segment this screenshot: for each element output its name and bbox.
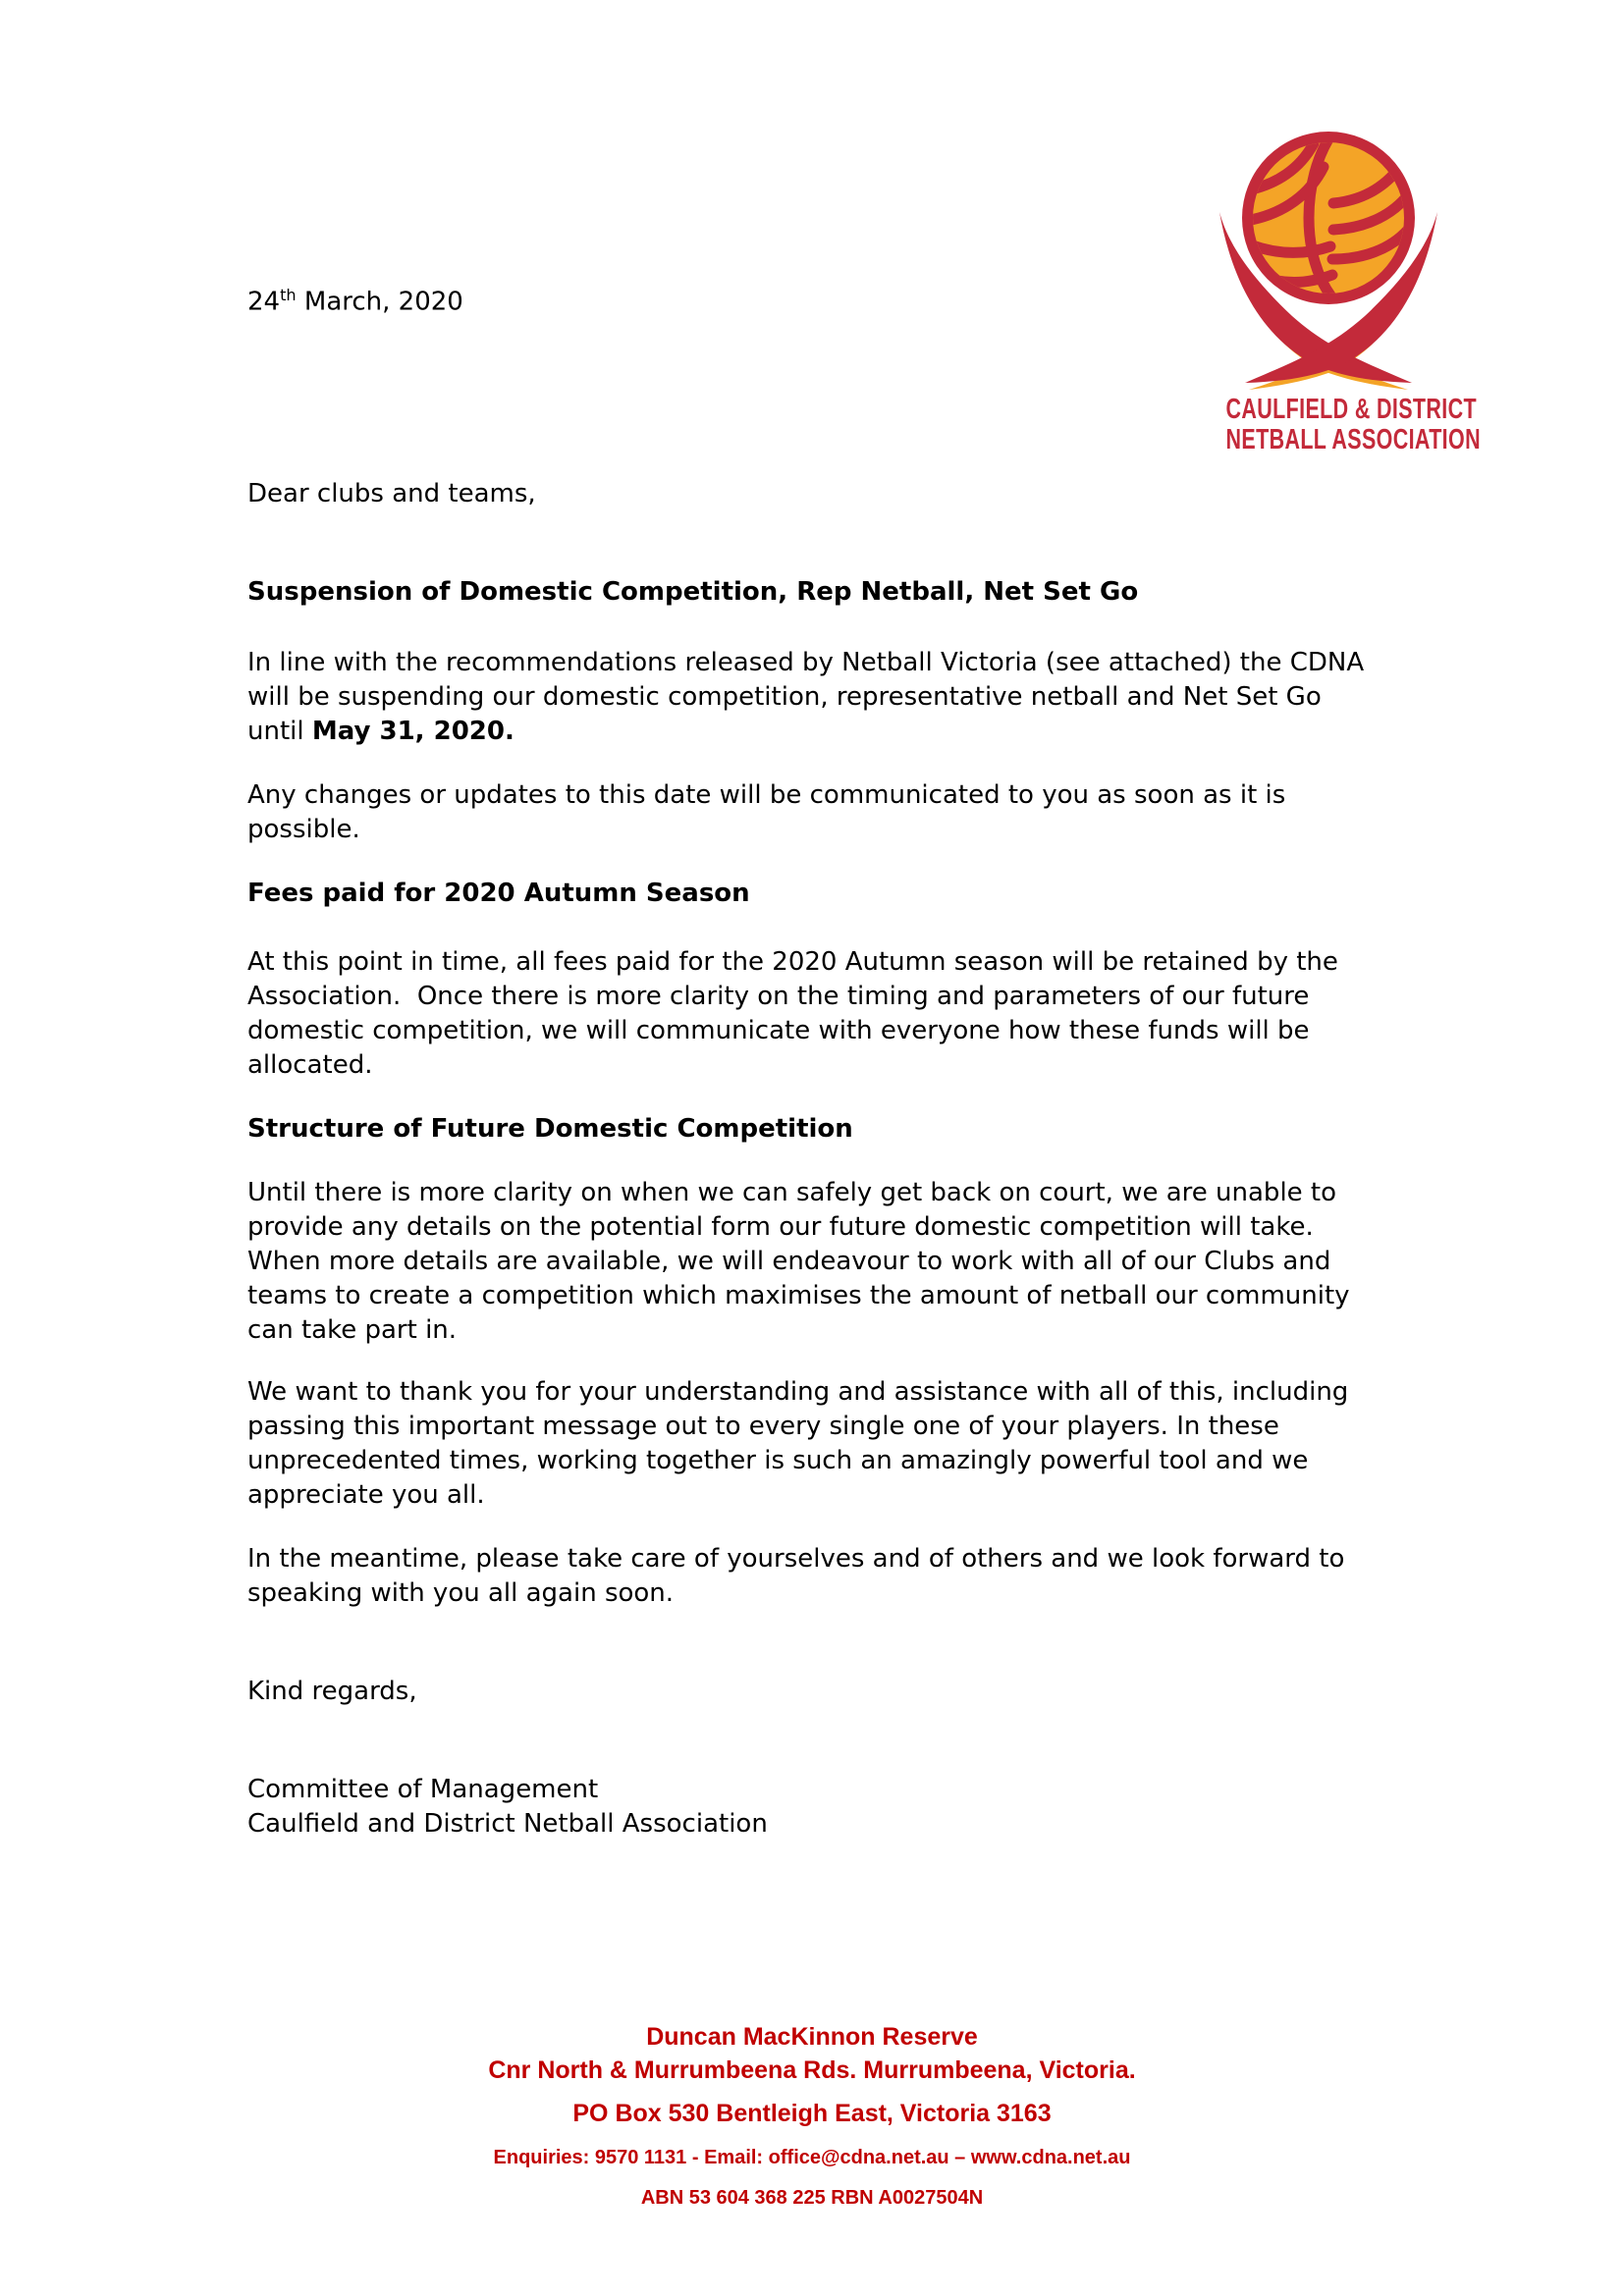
para-fees: At this point in time, all fees paid for the 2020 Autumn season will be retained by the Association. Once there is more clarity on the timing and parameters of our future domestic competition, we will communicate with everyone how these funds will be allocated. xyxy=(247,946,1338,1080)
para-thanks: We want to thank you for your understanding and assistance with all of this, including passing this important message out to every single one of your players. In these unprecedented times, working together is such an amazingly powerful tool and we appreciate you all. xyxy=(247,1376,1349,1510)
date-ordinal-suffix: th xyxy=(280,286,297,304)
para-changes: Any changes or updates to this date will be communicated to you as soon as it is possible. xyxy=(247,779,1286,844)
salutation: Dear clubs and teams, xyxy=(247,478,536,508)
letter-footer xyxy=(0,2020,1624,2211)
para-suspension xyxy=(247,646,1381,749)
signature-block xyxy=(247,1773,1381,1842)
logo-org-name-line1: CAULFIELD & DISTRICT xyxy=(1225,394,1477,425)
footer-venue: Duncan MacKinnon Reserve xyxy=(646,2023,978,2051)
closing: Kind regards, xyxy=(247,1676,417,1706)
date-day: 24 xyxy=(247,287,281,317)
footer-street-address: Cnr North & Murrumbeena Rds. Murrumbeena, Victoria. xyxy=(488,2056,1136,2084)
para-structure: Until there is more clarity on when we can safely get back on court, we are unable to provide any details on the potential form our future domestic competition will take. When more details are available, we will endeavour to work with all of our Clubs and teams to create a competition which maximises the amount of netball our community can take part in. xyxy=(247,1177,1350,1345)
letter-body xyxy=(247,0,1381,1842)
footer-abn: ABN 53 604 368 225 RBN A0027504N xyxy=(640,2187,984,2209)
letter-date xyxy=(247,278,1381,320)
heading-structure: Structure of Future Domestic Competition xyxy=(247,1113,853,1144)
signature-line1: Committee of Management xyxy=(247,1774,599,1804)
heading-fees: Fees paid for 2020 Autumn Season xyxy=(247,878,750,908)
date-rest: March, 2020 xyxy=(296,287,463,317)
heading-suspension: Suspension of Domestic Competition, Rep Netball, Net Set Go xyxy=(247,576,1139,607)
logo-org-name-line2: NETBALL ASSOCIATION xyxy=(1225,424,1481,455)
para-meantime: In the meantime, please take care of yourselves and of others and we look forward to speaking with you all again soon. xyxy=(247,1543,1345,1608)
signature-line2: Caulfield and District Netball Association xyxy=(247,1808,768,1839)
para-suspension-bold-date: May 31, 2020. xyxy=(311,716,514,746)
footer-contact-line: Enquiries: 9570 1131 - Email: office@cdna.net.au – www.cdna.net.au xyxy=(493,2147,1131,2168)
footer-po-box: PO Box 530 Bentleigh East, Victoria 3163 xyxy=(572,2100,1052,2127)
para-suspension-text: In line with the recommendations released by Netball Victoria (see attached) the CDNA will be suspending our domestic competition, representative netball and Net Set Go until xyxy=(247,647,1365,746)
